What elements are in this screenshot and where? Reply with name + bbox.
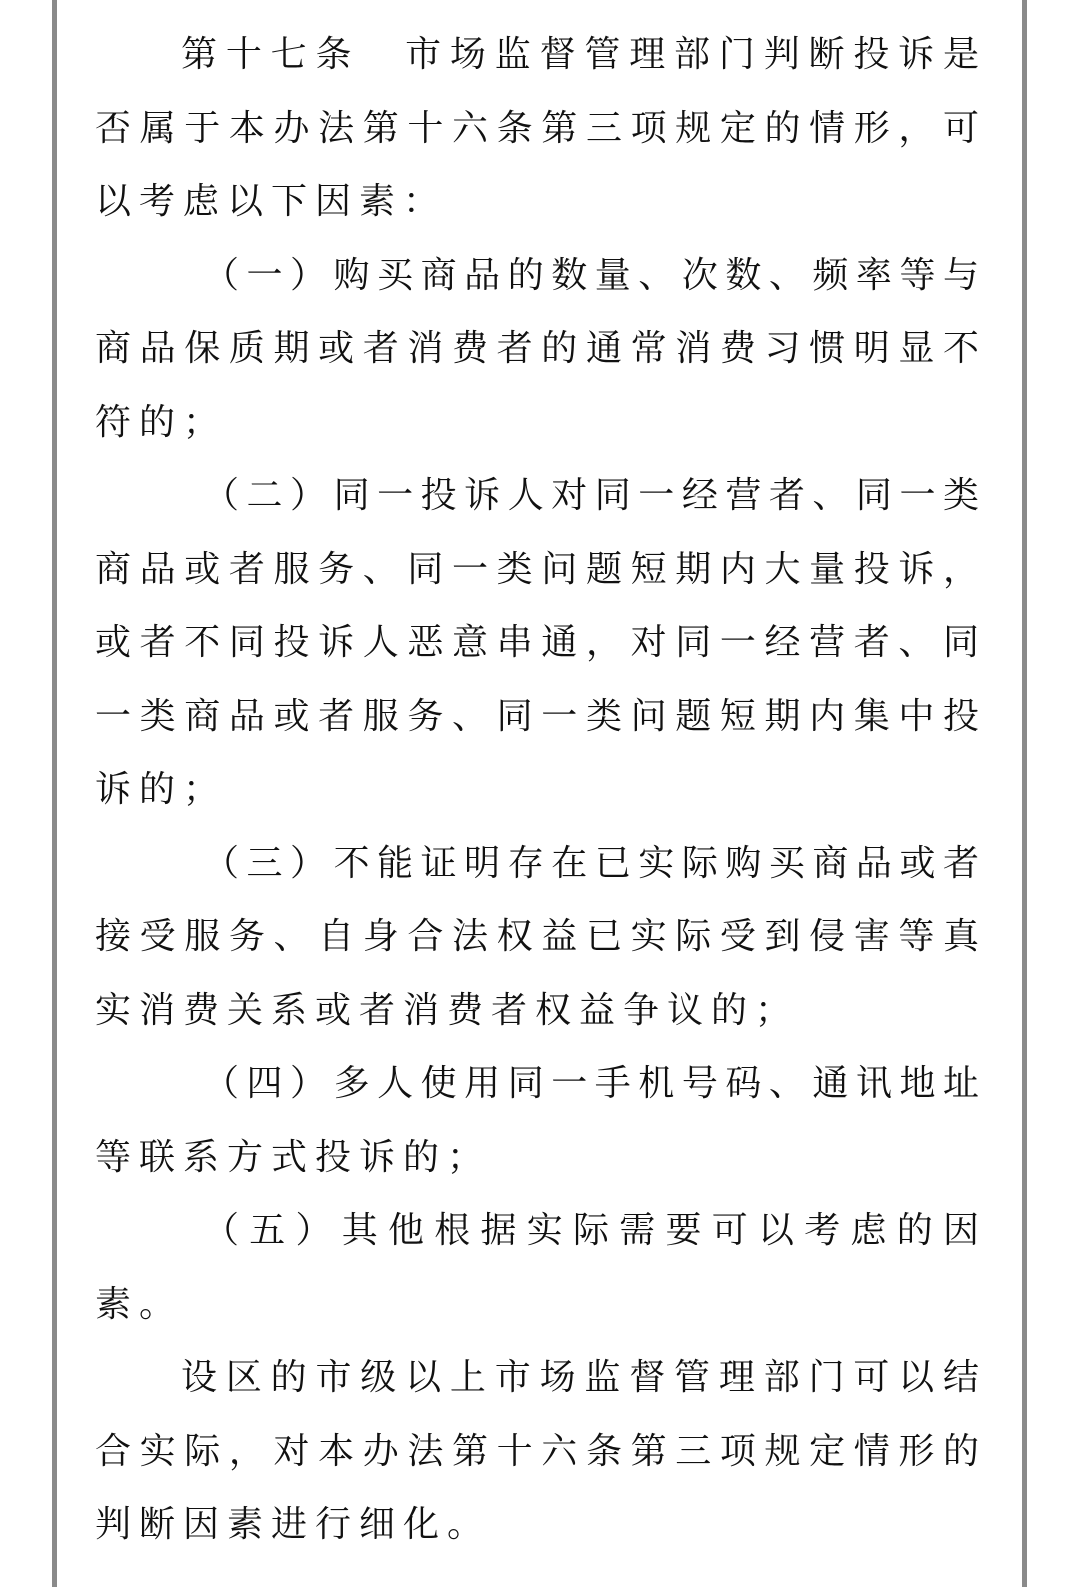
text-line: 第十七条 市场监督管理部门判断投诉是 (181, 34, 979, 75)
text-line: （五）其他根据实际需要可以考虑的因 (203, 1210, 979, 1251)
text-line: 实消费关系或者消费者权益争议的； (95, 989, 800, 1031)
text-line: 以考虑以下因素： (95, 181, 448, 222)
text-line: 判断因素进行细化。 (95, 1504, 492, 1545)
text-line: 素。 (95, 1283, 184, 1325)
text-line: 接受服务、自身合法权益已实际受到侵害等真 (95, 916, 979, 957)
text-line: 设区的市级以上市场监督管理部门可以结 (181, 1357, 979, 1398)
text-line: 等联系方式投诉的； (95, 1136, 492, 1178)
article-text (95, 18, 979, 1562)
text-line: （一）购买商品的数量、次数、频率等与 (203, 254, 979, 296)
text-line: （四）多人使用同一手机号码、通讯地址 (203, 1063, 979, 1104)
text-line: 诉的； (95, 769, 228, 810)
text-line: 商品保质期或者消费者的通常消费习惯明显不 (95, 328, 979, 369)
left-border-line (52, 0, 57, 1587)
text-line: （三）不能证明存在已实际购买商品或者 (203, 842, 979, 884)
text-line: （二）同一投诉人对同一经营者、同一类 (203, 475, 979, 516)
text-line: 一类商品或者服务、同一类问题短期内集中投 (95, 695, 979, 737)
text-line: 或者不同投诉人恶意串通，对同一经营者、同 (95, 622, 979, 663)
right-border-line (1022, 0, 1027, 1587)
text-line: 否属于本办法第十六条第三项规定的情形，可 (95, 107, 979, 149)
text-line: 符的； (95, 401, 228, 443)
text-line: 合实际，对本办法第十六条第三项规定情形的 (95, 1430, 979, 1472)
text-line: 商品或者服务、同一类问题短期内大量投诉， (95, 548, 979, 590)
